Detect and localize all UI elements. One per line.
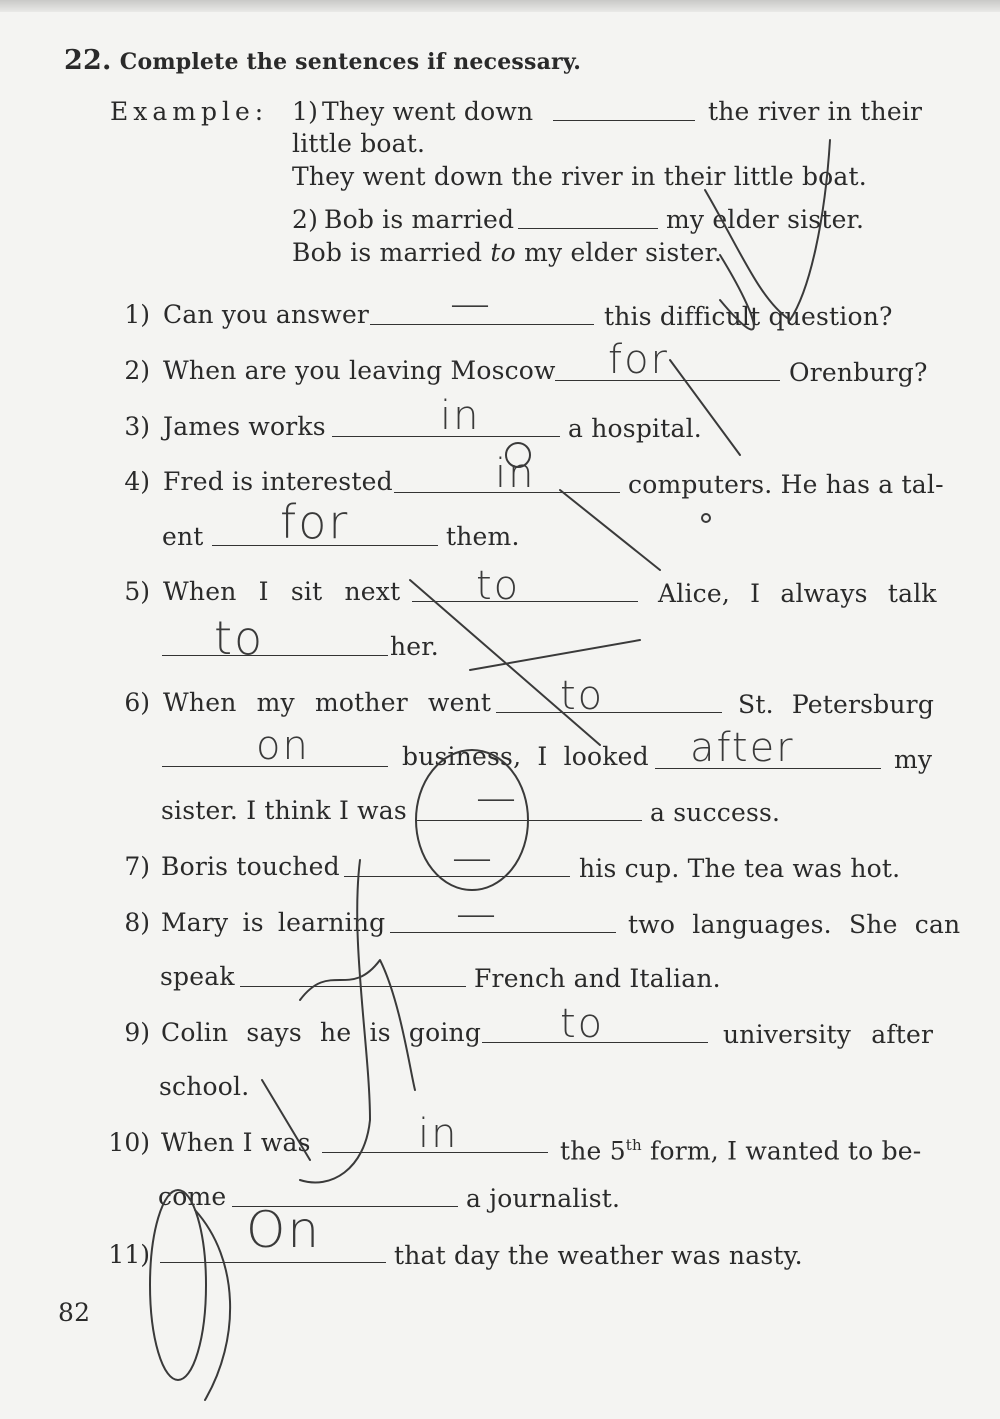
example-2-answer-before: Bob is married bbox=[292, 238, 483, 267]
item-4-text-c: ent bbox=[162, 522, 204, 551]
item-1-handwritten: — bbox=[450, 281, 492, 327]
item-6-text-c: business, I looked bbox=[402, 742, 649, 771]
item-3-number: 3) bbox=[124, 412, 150, 441]
diagonal-line-1 bbox=[670, 360, 740, 455]
item-4-handwritten-1: in bbox=[495, 451, 536, 497]
item-9-text-b: university after bbox=[723, 1020, 934, 1049]
example-2-answer-after: my elder sister. bbox=[524, 238, 723, 267]
item-5-text-a: When I sit next bbox=[163, 577, 401, 606]
item-11-handwritten: On bbox=[246, 1201, 322, 1259]
circle-mark-3 bbox=[150, 1190, 206, 1380]
check-mark-stroke bbox=[720, 255, 754, 329]
item-5-text-b: Alice, I always talk bbox=[658, 579, 937, 608]
dot-mark bbox=[702, 514, 710, 522]
item-3-handwritten: in bbox=[440, 393, 481, 439]
item-6-number: 6) bbox=[124, 688, 150, 717]
item-8-handwritten-1: — bbox=[456, 891, 498, 937]
item-1-text-a: Can you answer bbox=[163, 300, 370, 329]
example-2-after: my elder sister. bbox=[666, 205, 865, 234]
item-2-text-a: When are you leaving Moscow bbox=[163, 356, 556, 385]
exercise-number: 22. bbox=[64, 45, 112, 76]
item-2-number: 2) bbox=[124, 356, 150, 385]
item-3-text-a: James works bbox=[163, 412, 326, 441]
item-8-text-a: Mary is learning bbox=[161, 908, 386, 937]
item-11-text-a: that day the weather was nasty. bbox=[394, 1241, 803, 1270]
example-1-before: They went down bbox=[322, 97, 534, 126]
page-number: 82 bbox=[58, 1298, 91, 1327]
item-4-number: 4) bbox=[124, 467, 150, 496]
item-10-text-d: come bbox=[158, 1182, 227, 1211]
example-2-num: 2) bbox=[292, 205, 319, 234]
item-2-handwritten: for bbox=[608, 337, 669, 383]
item-7-handwritten: — bbox=[452, 835, 494, 881]
item-10-number: 10) bbox=[108, 1128, 150, 1157]
item-2-text-b: Orenburg? bbox=[789, 358, 928, 387]
item-6-text-b: St. Petersburg bbox=[738, 690, 935, 719]
item-8-text-b: two languages. She can bbox=[628, 910, 961, 939]
example-2-answer-word: to bbox=[490, 238, 516, 267]
item-7-text-a: Boris touched bbox=[161, 852, 340, 881]
item-9-text-c: school. bbox=[159, 1072, 250, 1101]
item-10-superscript: th bbox=[625, 1136, 642, 1154]
example-1-num: 1) bbox=[292, 97, 319, 126]
example-label: Example: bbox=[110, 97, 269, 126]
item-5-number: 5) bbox=[124, 577, 150, 606]
item-7-text-b: his cup. The tea was hot. bbox=[579, 854, 901, 883]
item-11-number: 11) bbox=[108, 1240, 150, 1269]
item-7-number: 7) bbox=[124, 852, 150, 881]
circle-mark-1 bbox=[506, 443, 530, 467]
item-6-text-a: When my mother went bbox=[163, 688, 492, 717]
item-4-handwritten-2: for bbox=[280, 495, 350, 549]
item-9-handwritten: to bbox=[560, 1001, 605, 1047]
item-5-handwritten-1: to bbox=[476, 563, 521, 609]
item-5-text-c: her. bbox=[390, 632, 439, 661]
item-10-text-e: a journalist. bbox=[466, 1184, 621, 1213]
item-8-text-d: French and Italian. bbox=[474, 964, 721, 993]
example-2-before: Bob is married bbox=[324, 205, 515, 234]
item-8-number: 8) bbox=[124, 908, 150, 937]
item-6-handwritten-3: after bbox=[690, 725, 795, 771]
vertical-stroke bbox=[300, 860, 370, 1183]
oval-mark bbox=[195, 1210, 230, 1400]
item-1-number: 1) bbox=[124, 300, 150, 329]
item-3-text-b: a hospital. bbox=[568, 414, 702, 443]
item-1-text-b: this difficult question? bbox=[604, 302, 893, 331]
item-10-text-a: When I was bbox=[161, 1128, 311, 1157]
check-mark-large bbox=[705, 140, 830, 320]
item-6-handwritten-1: to bbox=[560, 673, 605, 719]
item-9-text-a: Colin says he is going bbox=[161, 1018, 482, 1047]
item-10-text-c: form, I wanted to be- bbox=[650, 1136, 922, 1166]
item-4-text-b: computers. He has a tal- bbox=[628, 470, 944, 499]
item-9-number: 9) bbox=[124, 1018, 150, 1047]
diagonal-line-2 bbox=[560, 490, 660, 570]
item-5-handwritten-2: to bbox=[214, 611, 265, 665]
example-1-answer: They went down the river in their little boat. bbox=[292, 162, 867, 191]
item-8-text-c: speak bbox=[160, 962, 235, 991]
slanted-stroke bbox=[262, 1080, 310, 1160]
example-1-after: the river in their bbox=[708, 97, 923, 126]
cross-stroke-1 bbox=[410, 580, 600, 745]
circle-mark-2 bbox=[416, 750, 528, 890]
item-6-handwritten-4: — bbox=[476, 775, 518, 821]
item-6-text-d: my bbox=[894, 745, 933, 774]
item-4-text-a: Fred is interested bbox=[163, 467, 393, 496]
item-6-text-f: a success. bbox=[650, 798, 781, 827]
item-10-handwritten: in bbox=[418, 1111, 459, 1157]
item-10-text-b-main: the 5 bbox=[560, 1136, 626, 1166]
item-4-text-d: them. bbox=[446, 522, 520, 551]
item-6-handwritten-2: on bbox=[256, 723, 310, 769]
item-6-text-e: sister. I think I was bbox=[161, 796, 407, 825]
example-1-line2: little boat. bbox=[292, 129, 426, 158]
exercise-instruction: Complete the sentences if necessary. bbox=[119, 49, 582, 75]
zigzag-mark bbox=[300, 960, 415, 1090]
